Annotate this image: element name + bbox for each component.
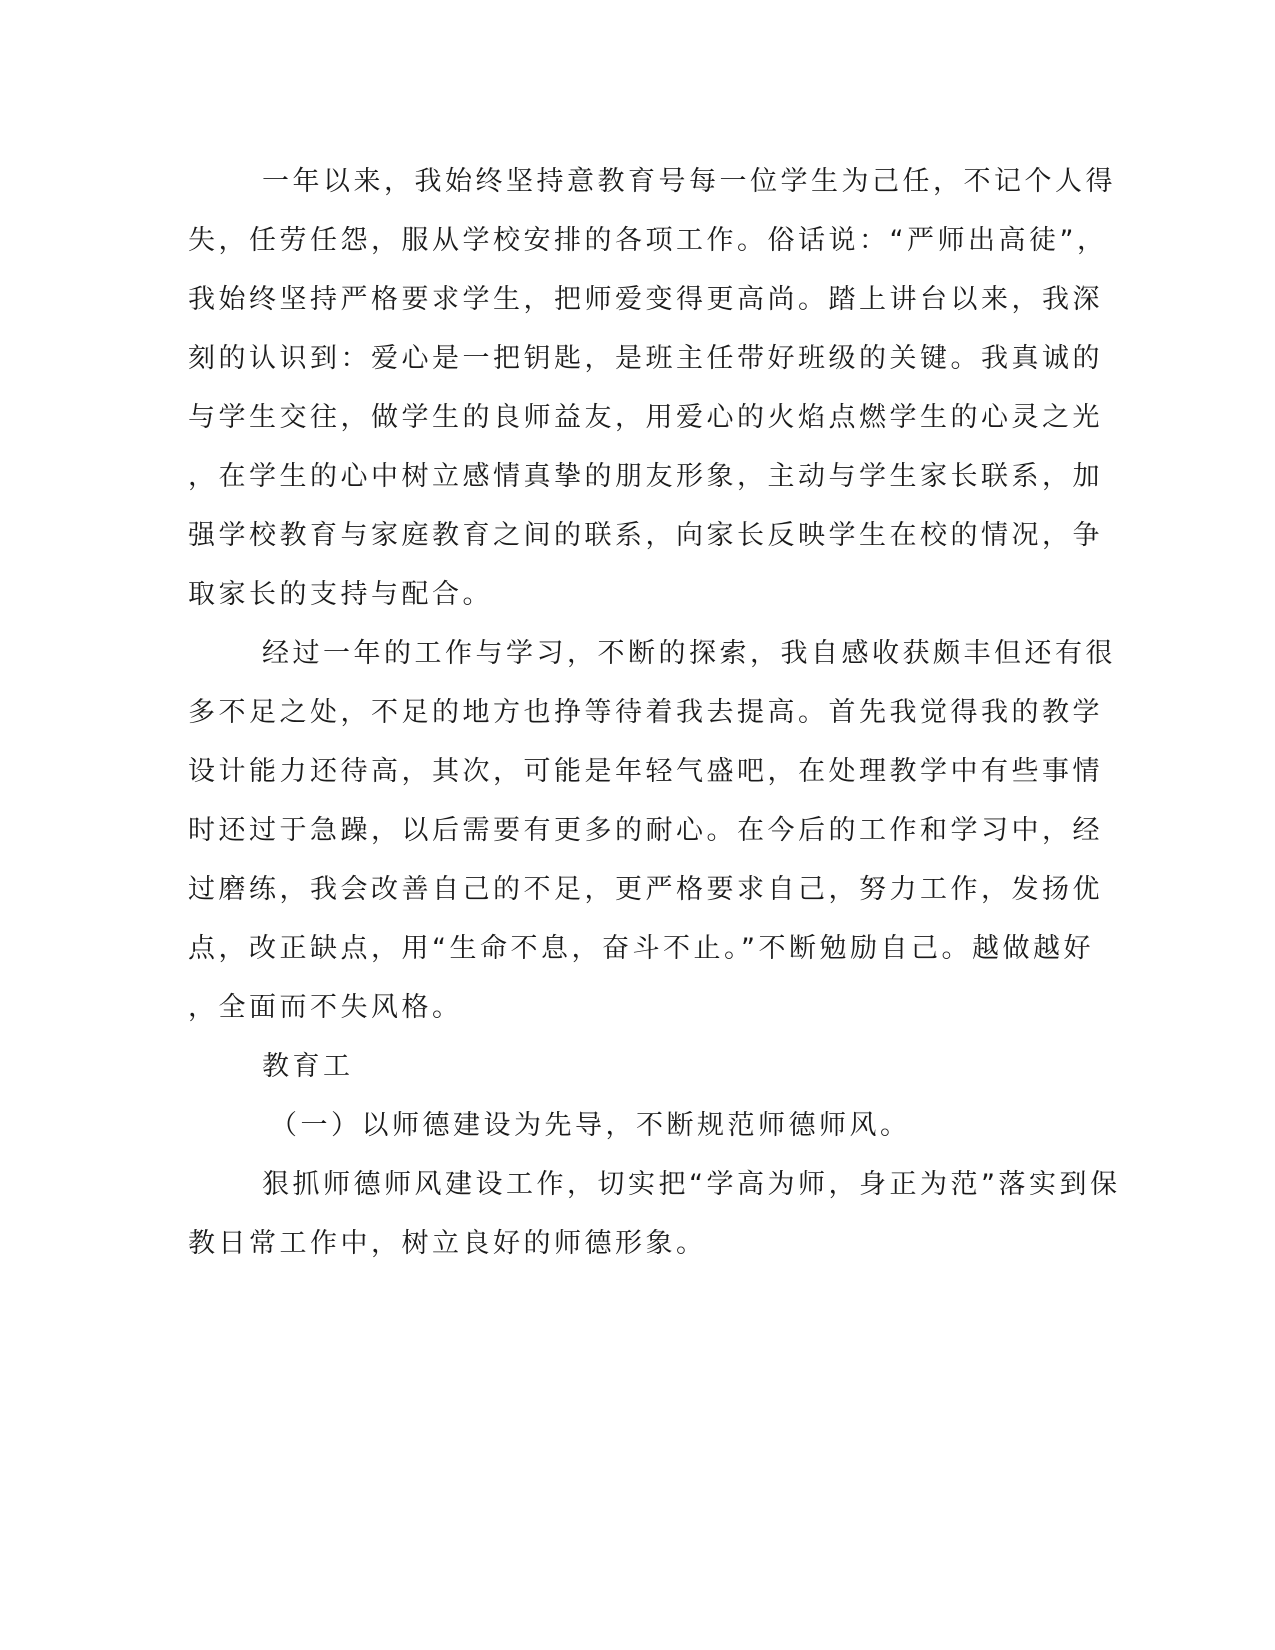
paragraph-1-line-1: 一年以来，我始终坚持意教育号每一位学生为己任，不记个人得 (262, 166, 1116, 197)
subsection-heading: （一）以师德建设为先导，不断规范师德师风。 (270, 1110, 911, 1141)
paragraph-2-line-2: 多不足之处，不足的地方也挣等待着我去提高。首先我觉得我的教学 (188, 697, 1103, 728)
paragraph-1-line-4: 刻的认识到：爱心是一把钥匙，是班主任带好班级的关键。我真诚的 (188, 343, 1103, 374)
paragraph-1-line-5: 与学生交往，做学生的良师益友，用爱心的火焰点燃学生的心灵之光 (188, 402, 1103, 433)
paragraph-3-line-1: 狠抓师德师风建设工作，切实把“学高为师，身正为范”落实到保 (262, 1169, 1121, 1200)
paragraph-1-line-3: 我始终坚持严格要求学生，把师爱变得更高尚。踏上讲台以来，我深 (188, 284, 1103, 315)
paragraph-2-line-5: 过磨练，我会改善自己的不足，更严格要求自己，努力工作，发扬优 (188, 874, 1103, 905)
paragraph-1-line-2: 失，任劳任怨，服从学校安排的各项工作。俗话说：“严师出高徒”， (188, 225, 1108, 256)
paragraph-2-line-1: 经过一年的工作与学习，不断的探索，我自感收获颇丰但还有很 (262, 638, 1116, 669)
paragraph-3-line-2: 教日常工作中，树立良好的师德形象。 (188, 1228, 707, 1259)
paragraph-1-line-6: ，在学生的心中树立感情真挚的朋友形象，主动与学生家长联系，加 (188, 461, 1103, 492)
section-heading: 教育工 (262, 1051, 354, 1082)
paragraph-2-line-4: 时还过于急躁，以后需要有更多的耐心。在今后的工作和学习中，经 (188, 815, 1103, 846)
paragraph-2-line-3: 设计能力还待高，其次，可能是年轻气盛吧，在处理教学中有些事情 (188, 756, 1103, 787)
paragraph-1-line-7: 强学校教育与家庭教育之间的联系，向家长反映学生在校的情况，争 (188, 520, 1103, 551)
paragraph-2-line-6: 点，改正缺点，用“生命不息，奋斗不止。”不断勉励自己。越做越好 (188, 933, 1094, 964)
paragraph-1-line-8: 取家长的支持与配合。 (188, 579, 493, 610)
paragraph-2-line-7: ，全面而不失风格。 (188, 992, 463, 1023)
